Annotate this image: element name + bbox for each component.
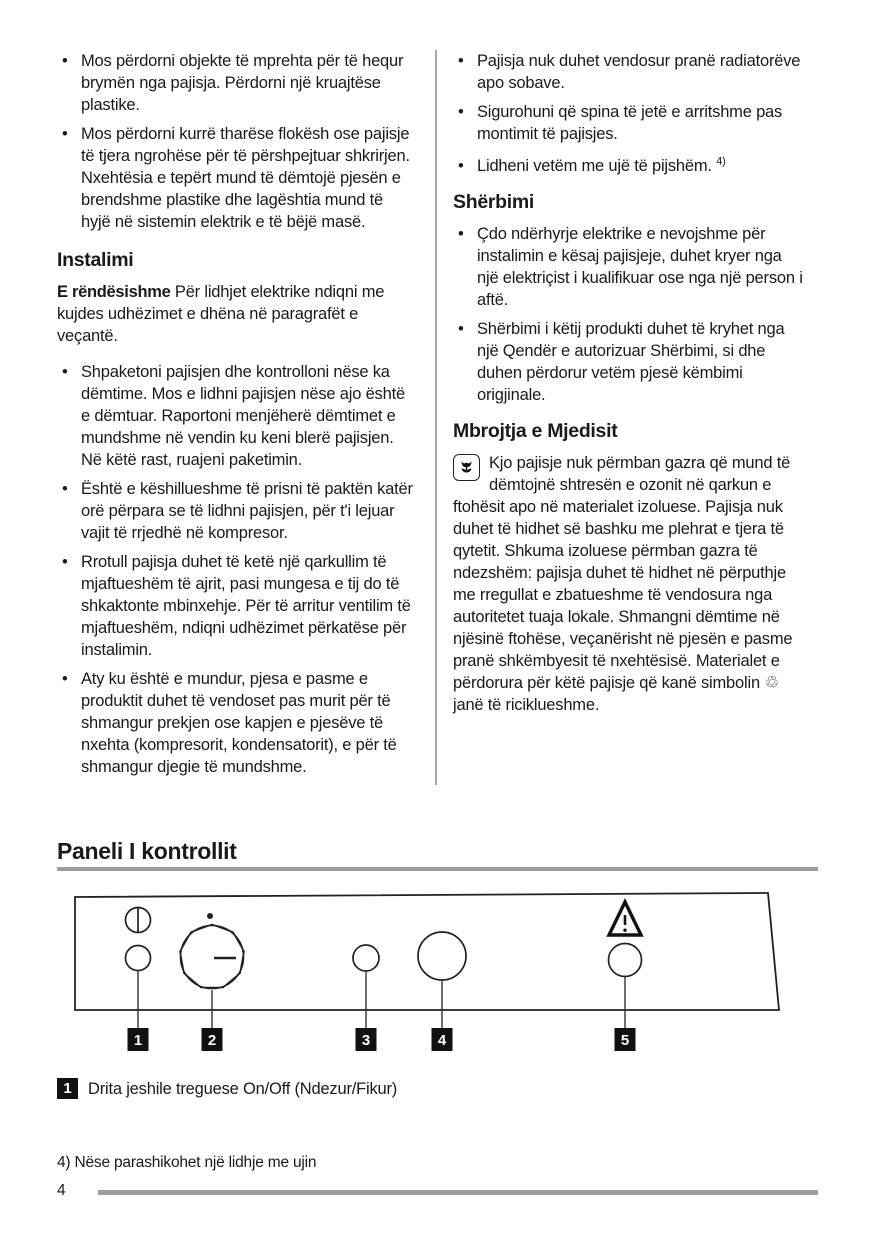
placement-bullet-list [453, 50, 803, 177]
legend-number-badge: 1 [57, 1078, 78, 1099]
important-paragraph [57, 281, 413, 347]
onoff-indicator-light [126, 946, 151, 971]
control-panel-section-header [57, 838, 818, 871]
service-bullet-list [453, 223, 803, 406]
warning-triangle-icon [609, 902, 641, 935]
right-column [437, 50, 803, 785]
bullet-item: • Shërbimi i këtij produkti duhet të kryhet nga një Qendër e autorizuar Shërbimi, si dhe duhen përdorur vetëm pjesë këmbimi origjinale. [453, 318, 803, 406]
legend-text: Drita jeshile treguese On/Off (Ndezur/Fikur) [88, 1080, 398, 1098]
bullet-item: • Mos përdorni kurrë tharëse flokësh ose pajisje të tjera ngrohëse për të përshpejtuar shkrirjen. Nxehtësia e tepërt mund të dëmtojë pjesën e brendshme plastike dhe lagështia mund të hyjë në sistemin elektrik e të bëjë masë. [57, 123, 413, 233]
environment-paragraph [453, 452, 803, 716]
important-label: E rëndësishme [57, 283, 171, 301]
control-panel-diagram [50, 878, 840, 1063]
page-number: 4 [57, 1182, 66, 1199]
bullet-item: • Pajisja nuk duhet vendosur pranë radiatorëve apo sobave. [453, 50, 803, 94]
bullet-item: • Aty ku është e mundur, pjesa e pasme e produktit duhet të vendoset pas murit për të shmangur prekjen ose kapjen e pjesëve të nxehta (kompresorit, kondensatorit), e për të shmangur djegie të mundshme. [57, 668, 413, 778]
callout-lines [138, 971, 625, 1028]
bullet-item: • Sigurohuni që spina të jetë e arritshme pas montimit të pajisjes. [453, 101, 803, 145]
callout-label-3: 3 [361, 1032, 371, 1049]
footnote: 4) Nëse parashikohet një lidhje me ujin [57, 1154, 317, 1171]
callout-label-1: 1 [133, 1032, 143, 1049]
callout-labels [128, 1028, 636, 1051]
safety-bullet-list [57, 50, 413, 233]
bullet-item: • Shpaketoni pajisjen dhe kontrolloni nëse ka dëmtime. Mos e lidhni pajisjen nëse ajo është e dëmtuar. Raportoni menjëherë dëmtimet e mundshme në vendin ku keni blerë pajisjen. Në këtë rast, ruajeni paketimin. [57, 361, 413, 471]
indicator-light [353, 945, 379, 971]
left-column [57, 50, 437, 785]
footnote-reference: 4) [716, 155, 726, 168]
bullet-item: • Çdo ndërhyrje elektrike e nevojshme për instalimin e kësaj pajisjeje, duhet kryer nga një elektriçist i kualifikuar ose nga një person i aftë. [453, 223, 803, 311]
bullet-item: • Mos përdorni objekte të mprehta për të hequr brymën nga pajisja. Përdorni një kruajtëse plastike. [57, 50, 413, 116]
install-bullet-list [57, 361, 413, 778]
water-text: Lidheni vetëm me ujë të pijshëm. [477, 157, 712, 175]
callout-label-2: 2 [207, 1032, 217, 1049]
callout-label-4: 4 [437, 1032, 447, 1049]
bullet-item-water [453, 155, 803, 177]
power-symbol-icon [126, 908, 151, 933]
two-column-text [57, 50, 819, 785]
environment-flower-icon [453, 454, 480, 481]
legend-item-1 [57, 1078, 420, 1100]
environment-text: Kjo pajisje nuk përmban gazra që mund të dëmtojnë shtresën e ozonit në qarkun e ftohësit apo në materialet izoluese. Pajisja nuk duhet të hidhet së bashku me plehrat e tjera të qytetit. Shkuma izoluese përmban gazra të ndezshëm: pajisja duhet të hidhet në përputhje me rregullat e zbatueshme të vendosura nga autoritetet tuaja lokale. Shmangni dëmtime në njësinë ftohëse, veçanërisht në pjesën e pasme pranë shkëmbyesit të nxehtësisë. Materialet e përdorura për këtë pajisje që kanë simbolin ♲ janë të riciklueshme. [453, 454, 793, 714]
section-heading-mjedisit: Mbrojtja e Mjedisit [453, 420, 618, 442]
callout-label-5: 5 [620, 1032, 630, 1049]
bullet-item: • Rrotull pajisja duhet të ketë një qarkullim të mjaftueshëm të ajrit, pasi mungesa e tij do të shkaktonte mbinxehje. Për të arritur ventilim të mjaftueshëm, ndiqni udhëzimet përkatëse për instalimin. [57, 551, 413, 661]
function-button [418, 932, 466, 980]
important-text: Për lidhjet elektrike ndiqni me kujdes udhëzimet e dhëna në paragrafët e veçantë. [57, 283, 385, 345]
bullet-item: • Është e këshillueshme të prisni të paktën katër orë përpara se të lidhni pajisjen, për t'i lejuar vajit të rrjedhë në kompresor. [57, 478, 413, 544]
footer-rule [98, 1190, 818, 1195]
thermostat-knob [180, 913, 244, 989]
alarm-light [609, 944, 642, 977]
page-section-title: Paneli I kontrollit [57, 838, 237, 864]
section-heading-sherbimi: Shërbimi [453, 191, 535, 213]
heading-rule [57, 867, 818, 871]
section-heading-instalimi: Instalimi [57, 249, 134, 271]
